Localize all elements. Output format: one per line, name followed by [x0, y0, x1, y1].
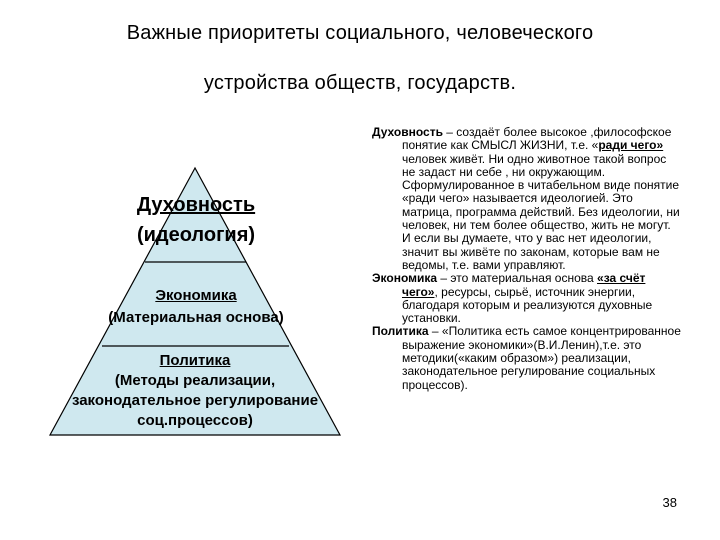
slide-title-line1: Важные приоритеты социального, человеческого	[126, 22, 594, 44]
spirituality-subtitle: (идеология)	[136, 224, 256, 246]
politics-line2: (Методы реализации,	[114, 372, 276, 389]
spirituality-text-emph: ради чего»	[598, 138, 664, 153]
spirituality-title: Духовность	[136, 194, 256, 216]
economy-text-emph: «за счёт чего»	[402, 271, 646, 299]
description-economy	[372, 272, 682, 325]
politics-text-a: – «Политика есть самое концентрированное выражение экономики»(В.И.Ленин),т.е. это методики(«каким образом») реализации, законодательное регулирование социальных процессов).	[402, 324, 681, 392]
economy-text-a: – это материальная основа	[437, 271, 598, 286]
description-politics	[372, 325, 682, 391]
economy-subtitle: (Материальная основа)	[108, 309, 284, 326]
description-text	[372, 126, 682, 392]
spirituality-text-c: человек живёт. Ни одно животное такой вопрос не задаст ни себе , ни окружающим. Сформулированное в читабельном виде понятие «ради чего» называется идеологией. Это матрица, программа действий. Без идеологии, ни человек, ни тем более общество, жить не могут. И если вы думаете, что у вас нет идеологии, значит вы живёте по законам, которые вам не ведомы, т.е. вами управляют.	[402, 151, 680, 272]
pyramid-level-politics	[30, 351, 360, 431]
politics-line3: законодательное регулирование	[71, 392, 319, 409]
term-economy: Экономика	[372, 271, 438, 286]
economy-text-c: , ресурсы, сырьё, источник энергии, благодаря которым и реализуются духовные установки.	[402, 284, 653, 326]
pyramid-level-economy	[60, 285, 332, 329]
description-spirituality	[372, 126, 682, 272]
politics-title: Политика	[159, 352, 231, 369]
term-spirituality: Духовность	[372, 125, 443, 139]
spirituality-text-a: – создаёт более высокое ,философское понятие как СМЫСЛ ЖИЗНИ, т.е. «	[402, 125, 672, 153]
slide-title-line2: устройства обществ, государств.	[203, 72, 517, 94]
politics-line4: соц.процессов)	[137, 412, 253, 429]
economy-title: Экономика	[155, 287, 237, 304]
page-number: 38	[662, 495, 677, 510]
term-politics: Политика	[372, 324, 429, 339]
pyramid-level-spirituality	[90, 190, 302, 250]
